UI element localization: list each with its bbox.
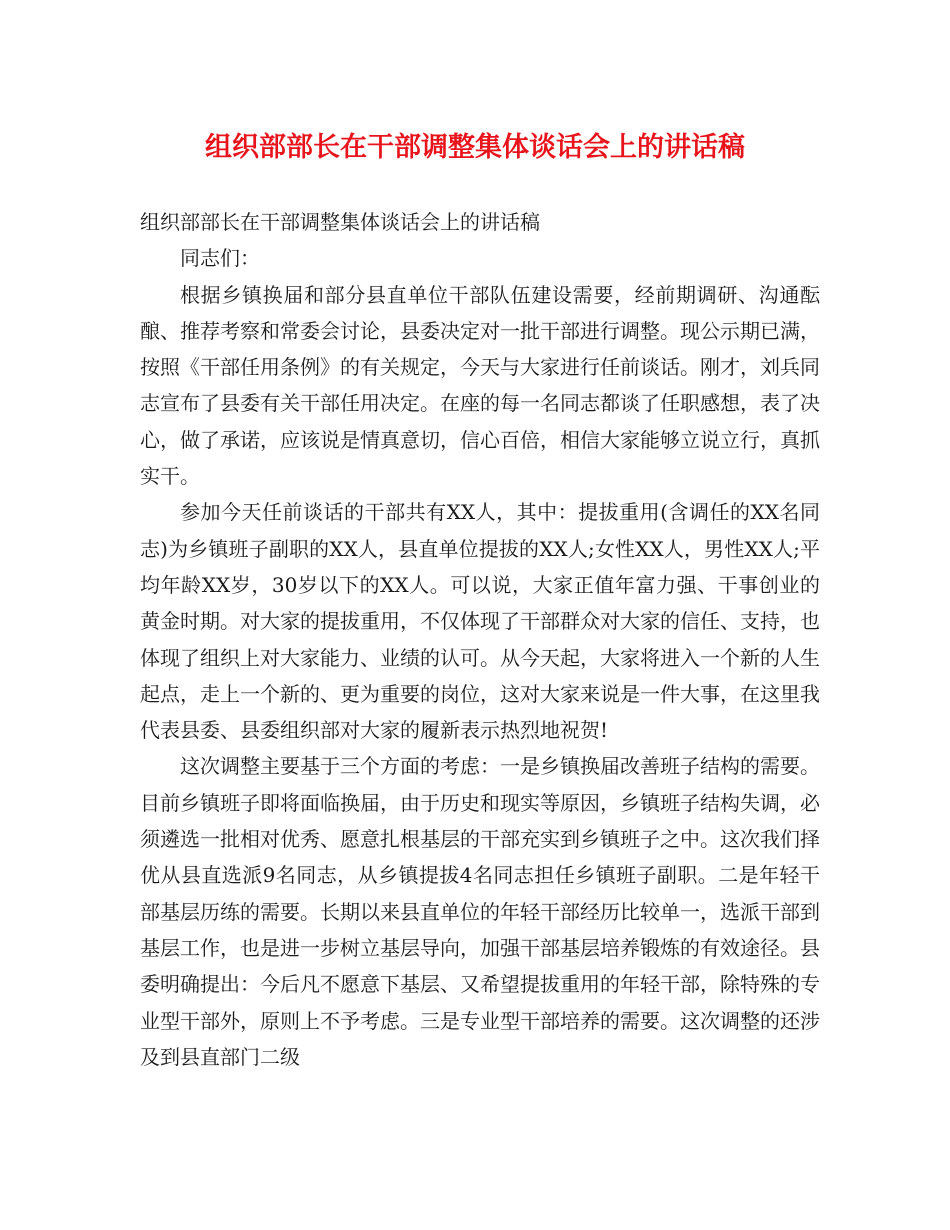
body-paragraph-salutation: 同志们： [180, 246, 260, 271]
body-paragraph: 这次调整主要基于三个方面的考虑：一是乡镇换届改善班子结构的需要。目前乡镇班子即将面临换届，由于历史和现实等原因，乡镇班子结构失调，必须遴选一批相对优秀、愿意扎根基层的干部充实到乡镇班子之中。这次我们择优从县直选派9名同志，从乡镇提拔4名同志担任乡镇班子副职。二是年轻干部基层历练的需要。长期以来县直单位的年轻干部经历比较单一，选派干部到基层工作，也是进一步树立基层导向，加强干部基层培养锻炼的有效途径。县委明确提出：今后凡不愿意下基层、又希望提拔重用的年轻干部，除特殊的专业型干部外，原则上不予考虑。三是专业型干部培养的需要。这次调整的还涉及到县直部门二级 [140, 754, 820, 1069]
body-paragraph-subtitle: 组织部部长在干部调整集体谈话会上的讲话稿 [140, 210, 540, 234]
document-title: 组织部部长在干部调整集体谈话会上的讲话稿 [205, 132, 745, 163]
body-paragraph: 参加今天任前谈话的干部共有XX人，其中：提拔重用(含调任的XX名同志)为乡镇班子副职的XX人，县直单位提拔的XX人;女性XX人，男性XX人;平均年龄XX岁，30岁以下的XX人。可以说，大家正值年富力强、干事创业的黄金时期。对大家的提拔重用，不仅体现了干部群众对大家的信任、支持，也体现了组织上对大家能力、业绩的认可。从今天起，大家将进入一个新的人生起点，走上一个新的、更为重要的岗位，这对大家来说是一件大事，在这里我代表县委、县委组织部对大家的履新表示热烈地祝贺! [140, 500, 820, 743]
body-paragraph: 根据乡镇换届和部分县直单位干部队伍建设需要，经前期调研、沟通酝酿、推荐考察和常委会讨论，县委决定对一批干部进行调整。现公示期已满，按照《干部任用条例》的有关规定，今天与大家进行任前谈话。刚才，刘兵同志宣布了县委有关干部任用决定。在座的每一名同志都谈了任职感想，表了决心，做了承诺，应该说是情真意切，信心百倍，相信大家能够立说立行，真抓实干。 [140, 282, 820, 489]
document-body [140, 204, 820, 1075]
